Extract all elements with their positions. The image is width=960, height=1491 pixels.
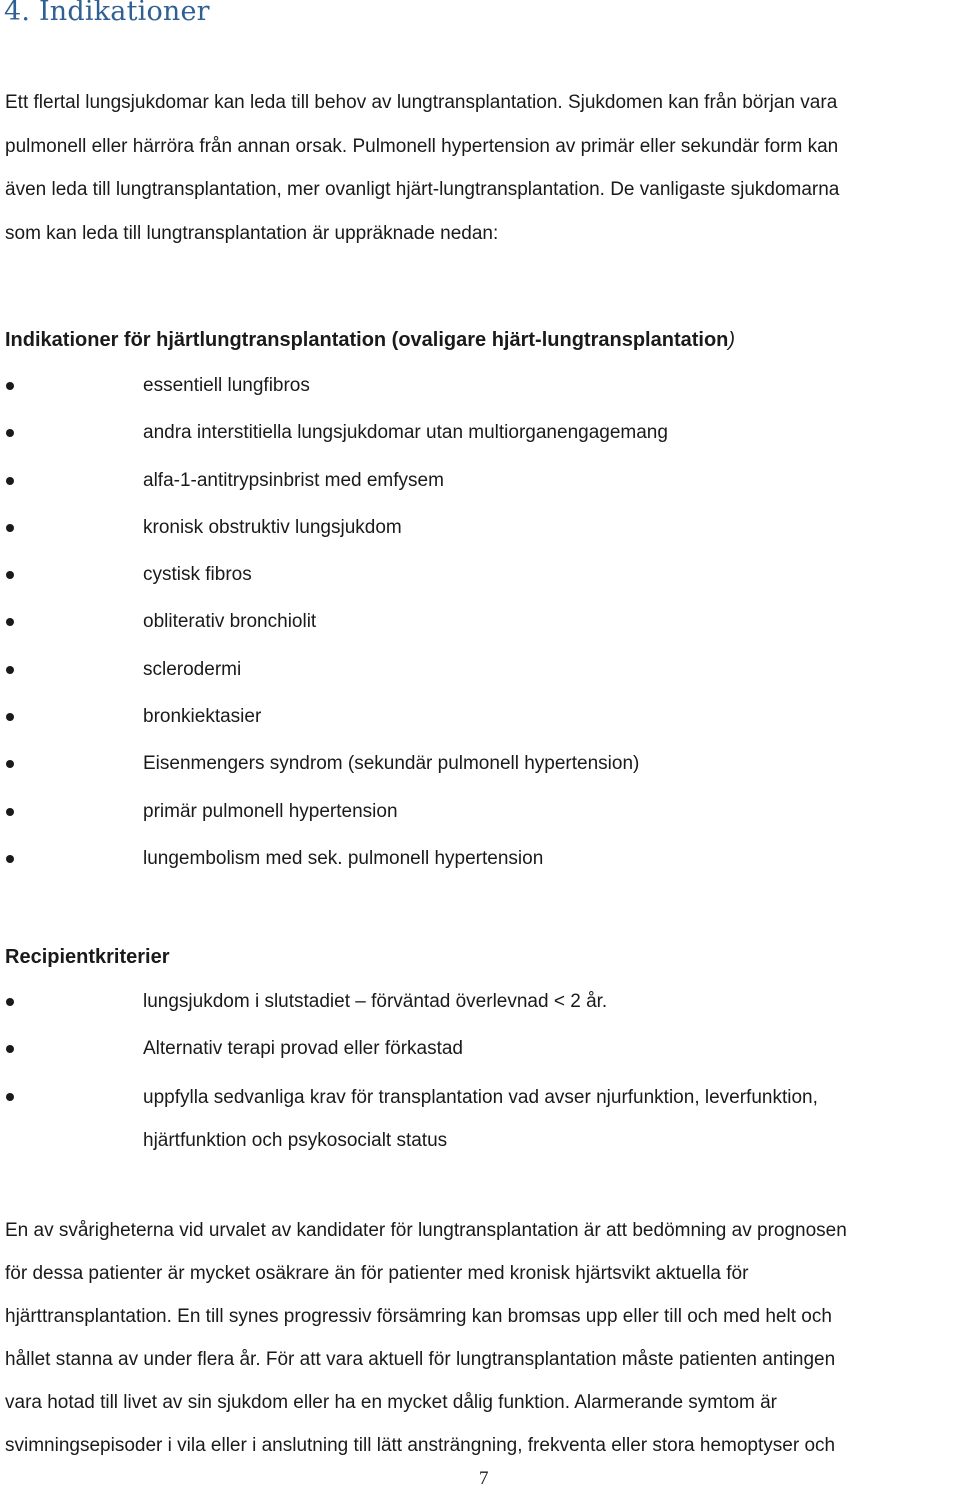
bullet-icon — [6, 1045, 14, 1053]
list-item-text: cystisk fibros — [143, 564, 252, 586]
bullet-icon — [6, 855, 14, 863]
list-item-text — [143, 1076, 818, 1162]
closing-line: hållet stanna av under flera år. För att vara aktuell för lungtransplantation måste patienten antingen — [5, 1349, 836, 1370]
list-item-text: lungsjukdom i slutstadiet – förväntad överlevnad < 2 år. — [143, 991, 608, 1012]
list-item-text: primär pulmonell hypertension — [143, 800, 398, 822]
intro-line: Ett flertal lungsjukdomar kan leda till behov av lungtransplantation. Sjukdomen kan från början vara — [5, 92, 838, 113]
closing-line: svimningsepisoder i vila eller i anslutning till lätt ansträngning, frekventa eller stora hemoptyser och — [5, 1435, 836, 1456]
intro-line: som kan leda till lungtransplantation är uppräknade nedan: — [5, 222, 499, 244]
bullet-icon — [6, 760, 14, 768]
bullet-icon — [6, 477, 14, 485]
intro-line: pulmonell eller härröra från annan orsak. Pulmonell hypertension av primär eller sekundär form kan — [5, 135, 839, 157]
closing-line: vara hotad till livet av sin sjukdom eller ha en mycket dålig funktion. Alarmerande symtom är — [5, 1392, 777, 1413]
list-item-text: essentiell lungfibros — [143, 375, 310, 396]
intro-paragraph — [5, 81, 960, 255]
closing-paragraph — [5, 1209, 960, 1467]
list-item-text: obliterativ bronchiolit — [143, 611, 317, 633]
indications-title — [5, 329, 735, 352]
bullet-icon — [6, 808, 14, 816]
list-item-text: andra interstitiella lungsjukdomar utan multiorganengagemang — [143, 422, 668, 444]
list-item-line: uppfylla sedvanliga krav för transplantation vad avser njurfunktion, leverfunktion, — [143, 1086, 818, 1108]
bullet-icon — [6, 382, 14, 390]
bullet-icon — [6, 618, 14, 626]
list-item-text: bronkiektasier — [143, 706, 262, 728]
bullet-icon — [6, 571, 14, 579]
list-item-text: Alternativ terapi provad eller förkastad — [143, 1038, 463, 1060]
indications-title-text: Indikationer för hjärtlungtransplantation (ovaligare hjärt-lungtransplantation — [5, 329, 729, 351]
recipient-criteria-title: Recipientkriterier — [5, 946, 170, 968]
intro-line: även leda till lungtransplantation, mer ovanligt hjärt-lungtransplantation. De vanligaste sjukdomarna — [5, 179, 840, 201]
bullet-icon — [6, 1093, 14, 1101]
closing-line: En av svårigheterna vid urvalet av kandidater för lungtransplantation är att bedömning av prognosen — [5, 1220, 847, 1241]
list-item-text: Eisenmengers syndrom (sekundär pulmonell hypertension) — [143, 753, 640, 775]
page-number: 7 — [479, 1468, 489, 1489]
list-item-text: sclerodermi — [143, 658, 242, 680]
list-item-text: kronisk obstruktiv lungsjukdom — [143, 516, 402, 538]
closing-line: för dessa patienter är mycket osäkrare än för patienter med kronisk hjärtsvikt aktuella för — [5, 1263, 749, 1284]
bullet-icon — [6, 524, 14, 532]
section-heading: 4. Indikationer — [4, 0, 210, 27]
indications-title-close: ) — [728, 329, 736, 351]
list-item-text: alfa-1-antitrypsinbrist med emfysem — [143, 469, 444, 491]
list-item-text: lungembolism med sek. pulmonell hypertension — [143, 847, 544, 869]
bullet-icon — [6, 998, 14, 1006]
bullet-icon — [6, 713, 14, 721]
bullet-icon — [6, 429, 14, 437]
closing-line: hjärttransplantation. En till synes progressiv försämring kan bromsas upp eller till och med helt och — [5, 1306, 832, 1327]
bullet-icon — [6, 666, 14, 674]
list-item-line: hjärtfunktion och psykosocialt status — [143, 1129, 448, 1151]
